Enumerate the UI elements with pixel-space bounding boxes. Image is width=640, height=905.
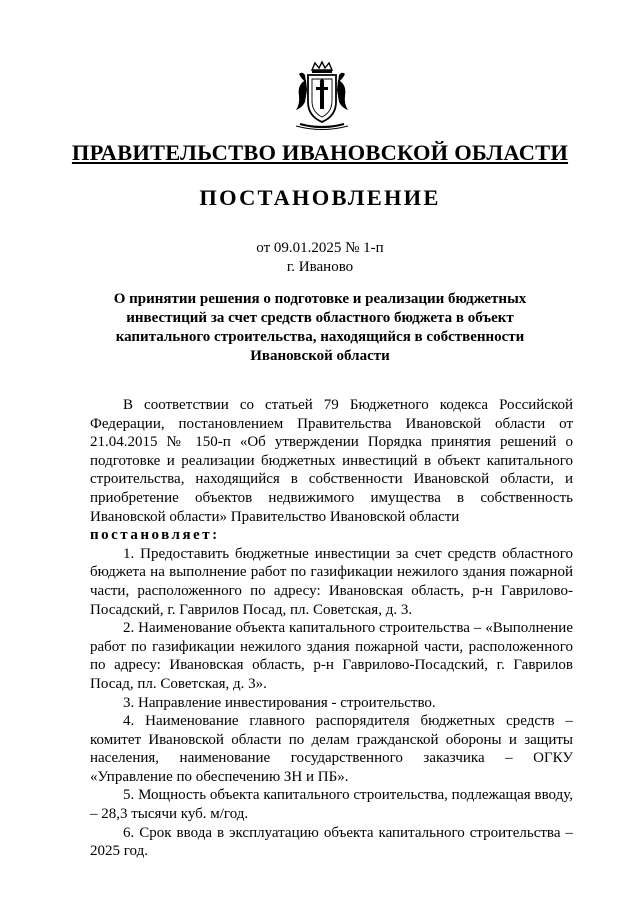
preamble-text: В соответствии со статьей 79 Бюджетного кодекса Российской Федерации, постановлением Правительства Ивановской области от 21.04.2015 № 150-п «Об утверждении Порядка принятия решений о подготовке и реализации бюджетных инвестиций в объект капитального строительства, находящийся в собственности Ивановской области, и приобретение объектов недвижимого имущества в собственность Ивановской области» Правительство Ивановской области: [90, 397, 573, 525]
document-body: [90, 396, 573, 861]
document-type: ПОСТАНОВЛЕНИЕ: [199, 185, 441, 210]
list-item: 1. Предоставить бюджетные инвестиции за счет средств областного бюджета на выполнение работ по газификации нежилого здания пожарной части, расположенного по адресу: Ивановская область, р-н Гаврилово-Посадский, г. Гаврилов Посад, пл. Советская, д. 3.: [90, 545, 573, 618]
resolves-word: постановляет:: [90, 527, 220, 544]
document-subject: О принятии решения о подготовке и реализации бюджетных инвестиций за счет средств областного бюджета в объект капитального строительства, находящийся в собственности Ивановской области: [113, 291, 527, 364]
government-title: ПРАВИТЕЛЬСТВО ИВАНОВСКОЙ ОБЛАСТИ: [71, 140, 569, 165]
city: г. Иваново: [286, 259, 354, 275]
coat-of-arms-emblem: [290, 60, 354, 132]
list-item: 2. Наименование объекта капитального строительства – «Выполнение работ по газификации нежилого здания пожарной части, расположенного по адресу: Ивановская область, р-н Гаврилово-Посадский, г. Гаврилов Посад, пл. Советская, д. 3».: [90, 620, 573, 692]
list-item: 5. Мощность объекта капитального строительства, подлежащая вводу, – 28,3 тысячи куб. м/год.: [90, 787, 573, 823]
list-item: 6. Срок ввода в эксплуатацию объекта капитального строительства – 2025 год.: [90, 824, 573, 860]
list-item: 4. Наименование главного распорядителя бюджетных средств – комитет Ивановской области по делам гражданской обороны и защиты населения, наименование государственного заказчика – ОГКУ «Управление по обеспечению ЗН и ПБ».: [90, 713, 573, 785]
date-number: от 09.01.2025 № 1-п: [256, 240, 384, 256]
preamble-paragraph: [90, 396, 573, 526]
list-item: 3. Направление инвестирования - строительство.: [123, 694, 436, 711]
